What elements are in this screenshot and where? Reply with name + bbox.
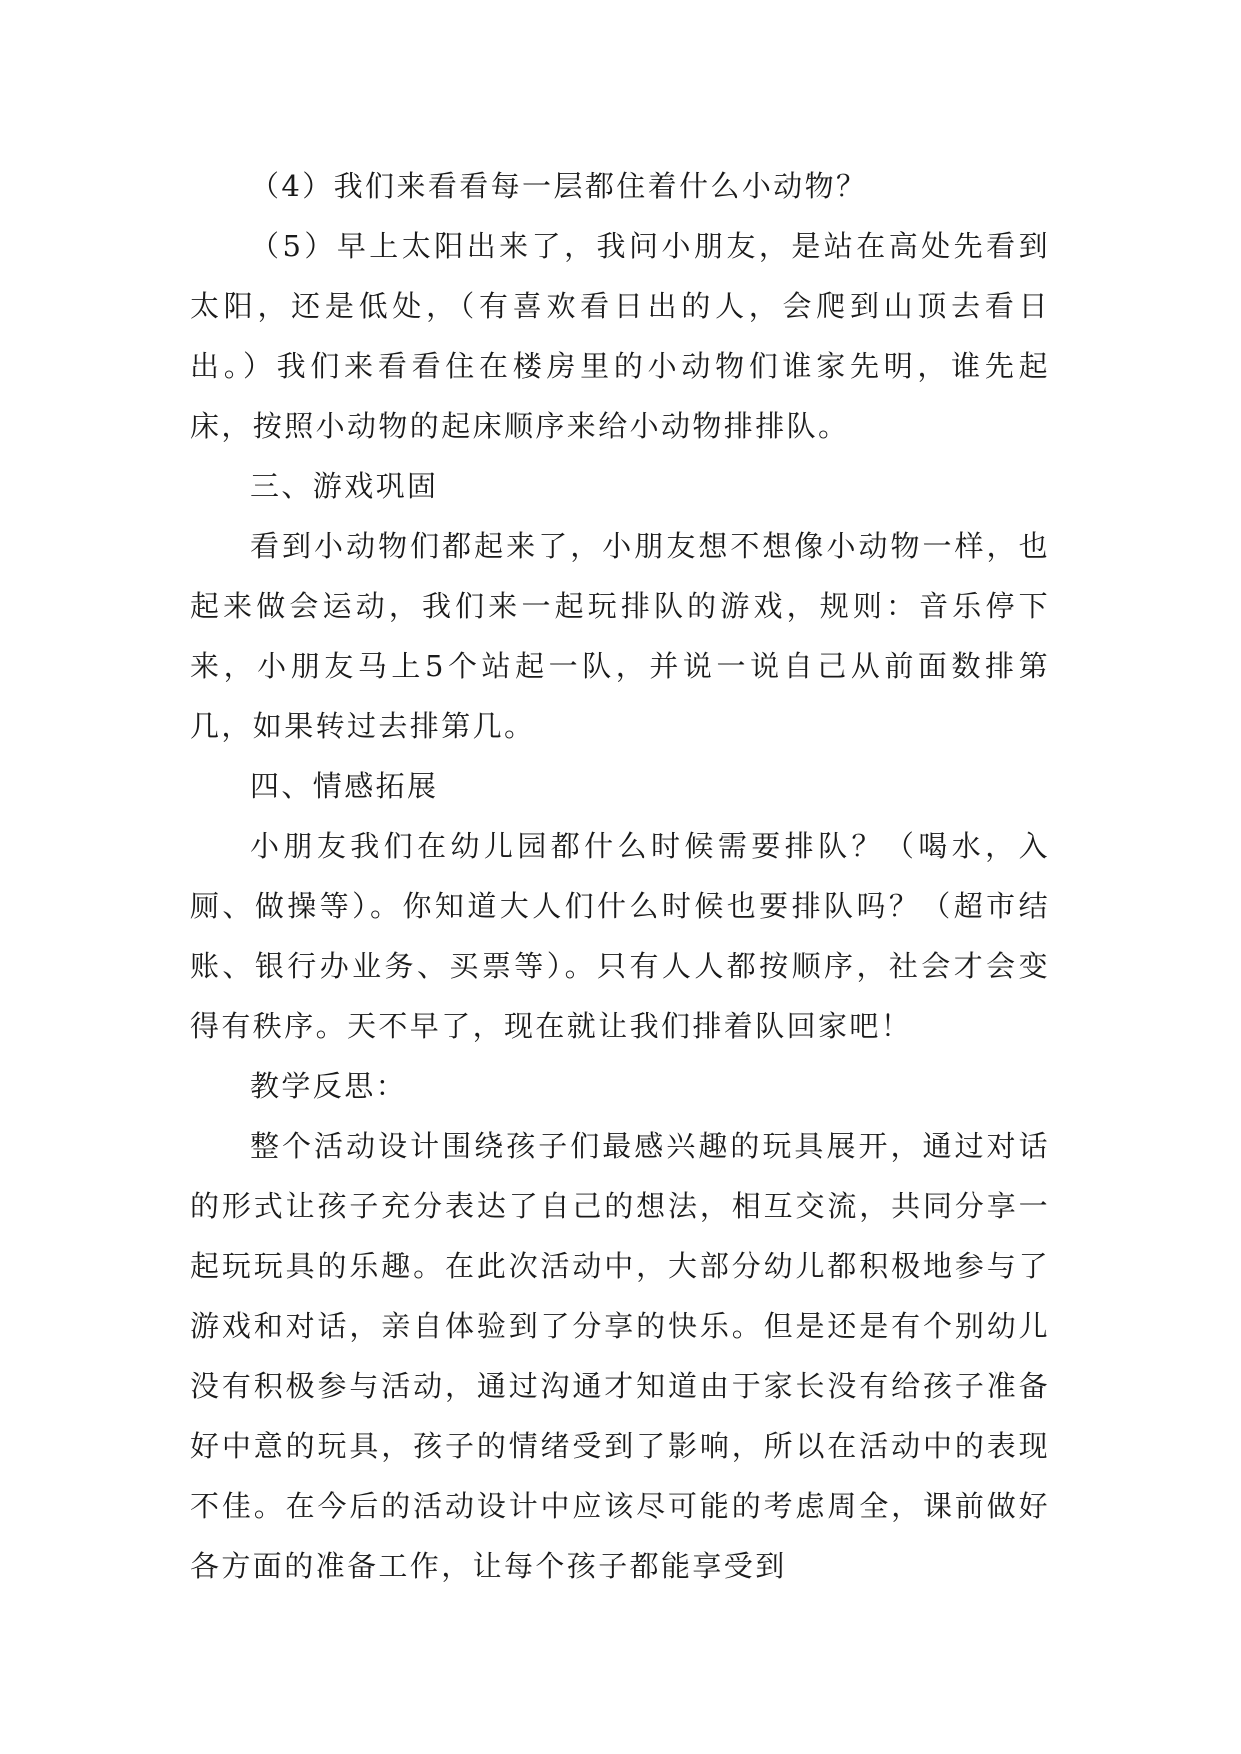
paragraph-reflection: 整个活动设计围绕孩子们最感兴趣的玩具展开，通过对话的形式让孩子充分表达了自己的想法，相互交流，共同分享一起玩玩具的乐趣。在此次活动中，大部分幼儿都积极地参与了游戏和对话，亲自体验到了分享的快乐。但是还是有个别幼儿没有积极参与活动，通过沟通才知道由于家长没有给孩子准备好中意的玩具，孩子的情绪受到了影响，所以在活动中的表现不佳。在今后的活动设计中应该尽可能的考虑周全，课前做好各方面的准备工作，让每个孩子都能享受到 xyxy=(190,1129,1050,1583)
paragraph-game: 看到小动物们都起来了，小朋友想不想像小动物一样，也起来做会运动，我们来一起玩排队的游戏，规则：音乐停下来，小朋友马上5个站起一队，并说一说自己从前面数排第几，如果转过去排第几。 xyxy=(190,529,1050,743)
paragraph-question-4: （4）我们来看看每一层都住着什么小动物？ xyxy=(250,169,868,203)
paragraph-emotion: 小朋友我们在幼儿园都什么时候需要排队？（喝水，入厕、做操等）。你知道大人们什么时候也要排队吗？（超市结账、银行办业务、买票等）。只有人人都按顺序，社会才会变得有秩序。天不早了，现在就让我们排着队回家吧！ xyxy=(190,829,1050,1043)
section-heading-reflection: 教学反思： xyxy=(250,1069,408,1103)
document-body xyxy=(190,156,1050,1596)
paragraph-question-5: （5）早上太阳出来了，我问小朋友，是站在高处先看到太阳，还是低处，（有喜欢看日出的人，会爬到山顶去看日出。）我们来看看住在楼房里的小动物们谁家先明，谁先起床，按照小动物的起床顺序来给小动物排排队。 xyxy=(190,229,1050,443)
section-heading-game: 三、游戏巩固 xyxy=(250,469,439,503)
section-heading-emotion: 四、情感拓展 xyxy=(250,769,439,803)
